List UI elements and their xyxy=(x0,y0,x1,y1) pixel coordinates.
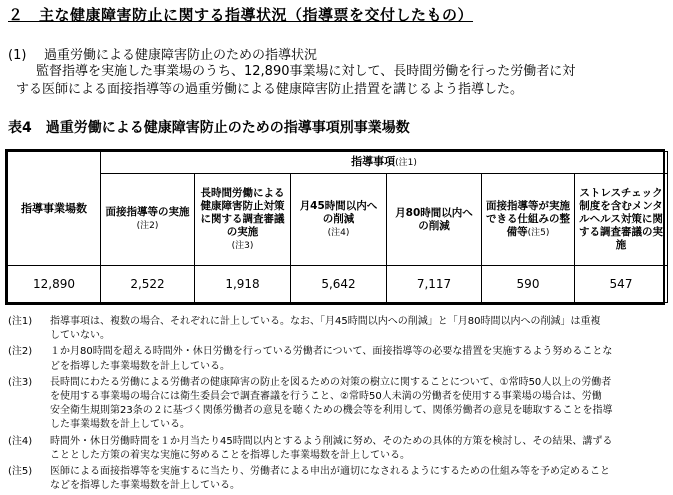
section-title-text: 過重労働による健康障害防止のための指導状況 xyxy=(44,48,318,63)
footnote-label: (注4) xyxy=(8,435,33,447)
footnote-5 xyxy=(8,465,668,493)
header-col-45h: 月45時間以内への削減 (注4) xyxy=(291,174,387,266)
header-col-deliberation: 長時間労働による健康障害防止対策に関する調査審議の実施 (注3) xyxy=(195,174,291,266)
footnote-text: 長時間にわたる労働による労働者の健康障害の防止を図るための対策の樹立に関することについて、①常時50人以上の労働者 を使用する事業場の場合には衛生委員会で調査審議を行うこと、②常時50人未満の労働者を使用する事業場の場合は、労働 安全衛生規則第23条の２に基づく関係労働者の意見を聴くための機会等を利用して、関係労働者の意見を聴取することを指導 した事業場数を計上している。 xyxy=(50,376,613,431)
footnote-label: (注5) xyxy=(8,466,33,478)
header-guidance-items: 指導事項(注1) xyxy=(101,152,668,174)
value-80h: 7,117 xyxy=(387,266,482,303)
summary-paragraph xyxy=(8,63,663,99)
footnote-text: 医師による面接指導等を実施するに当たり、労働者による申出が適切になされるようにするための仕組み等を予め定めること などを指導した事業場数を計上している。 xyxy=(50,466,610,492)
footnote-text: 指導事項は、複数の場合、それぞれに計上している。なお、「月45時間以内への削減」と「月80時間以内への削減」は重複 していない。 xyxy=(50,316,601,342)
section-number: (1) xyxy=(8,48,27,63)
footnote-label: (注2) xyxy=(8,346,33,358)
header-total-establishments: 指導事業場数 xyxy=(8,152,101,266)
footnote-2 xyxy=(8,345,668,373)
footnote-3 xyxy=(8,376,668,433)
footnote-4 xyxy=(8,435,668,463)
footnote-text: １か月80時間を超える時間外・休日労働を行っている労働者について、面接指導等の必要な措置を実施するよう努めることな どを指導した事業場数を計上している。 xyxy=(50,346,613,372)
value-interview: 2,522 xyxy=(101,266,195,303)
guidance-table xyxy=(5,149,665,305)
value-mechanism: 590 xyxy=(482,266,575,303)
table-title: 表4 過重労働による健康障害防止のための指導事項別事業場数 xyxy=(8,120,410,136)
section-title xyxy=(8,44,317,63)
value-deliberation: 1,918 xyxy=(195,266,291,303)
footnote-text: 時間外・休日労働時間を１か月当たり45時間以内とするよう削減に努め、そのための具体的方策を検討し、その結果、講ずる こととした方策の着実な実施に努めることを指導した事業場数を計上している。 xyxy=(50,435,613,461)
footnote-1 xyxy=(8,315,668,343)
header-col-interview: 面接指導等の実施(注2) xyxy=(101,174,195,266)
summary-line-1: 監督指導を実施した事業場のうち、12,890事業場に対して、長時間労働を行った労働者に対 xyxy=(36,64,576,79)
page-heading: ２ 主な健康障害防止に関する指導状況（指導票を交付したもの） xyxy=(8,6,474,24)
header-col-mental-health: ストレスチェック制度を含むメンタルヘルス対策に関する調査審議の実施 xyxy=(575,174,668,266)
value-mental-health: 547 xyxy=(575,266,668,303)
footnote-label: (注1) xyxy=(8,316,33,327)
footnotes xyxy=(8,315,668,495)
footnote-label: (注3) xyxy=(8,376,33,388)
value-45h: 5,642 xyxy=(291,266,387,303)
value-total: 12,890 xyxy=(8,266,101,303)
header-col-mechanism: 面接指導等が実施できる仕組みの整備等(注5) xyxy=(482,174,575,266)
summary-line-2: する医師による面接指導等の過重労働による健康障害防止措置を講じるよう指導した。 xyxy=(16,82,524,97)
header-col-80h: 月80時間以内への削減 xyxy=(387,174,482,266)
